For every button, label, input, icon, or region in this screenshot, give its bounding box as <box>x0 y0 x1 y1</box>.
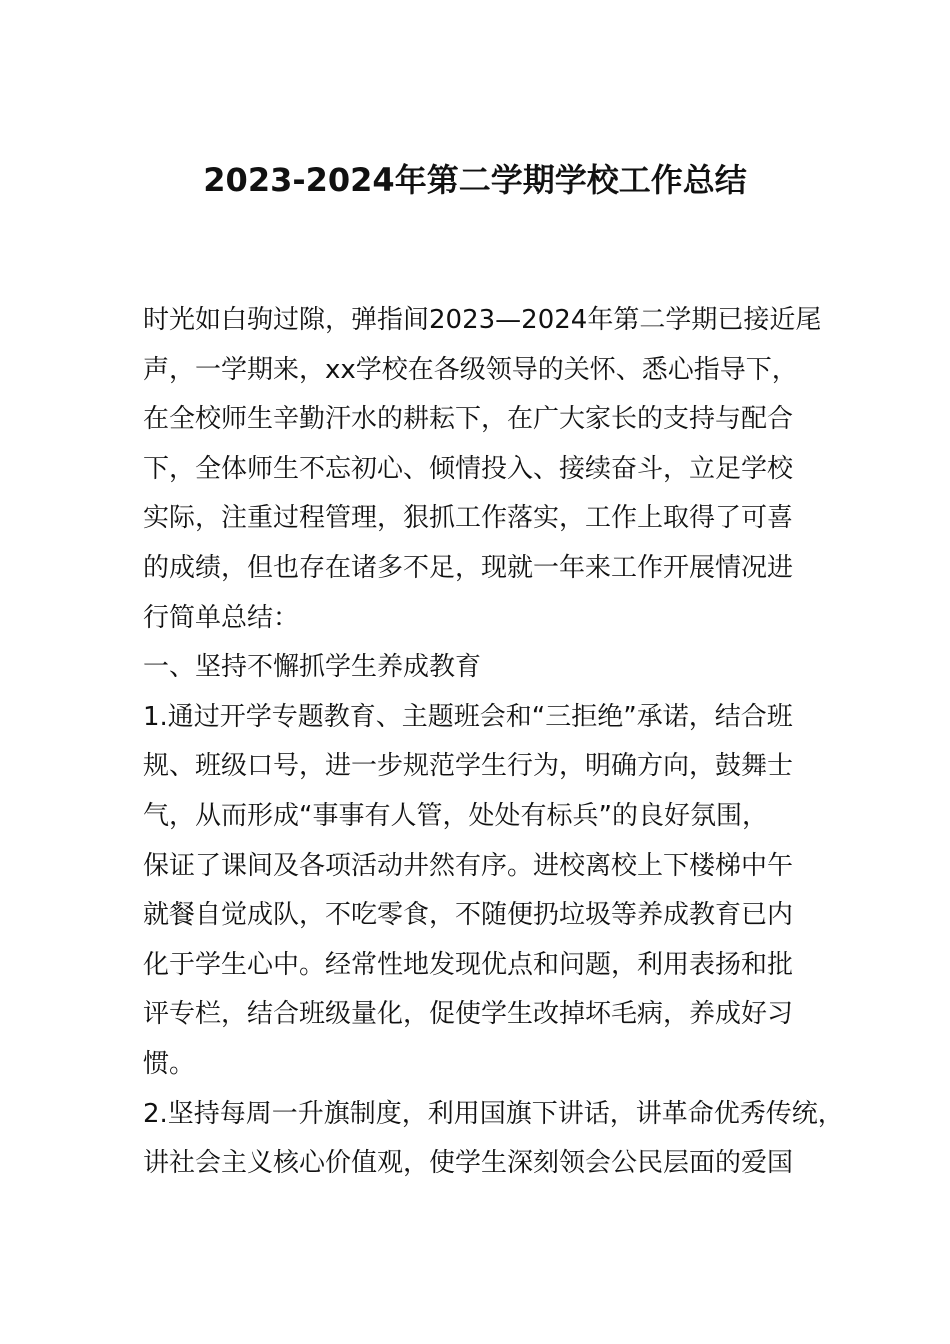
item-1-line-1: 1.通过开学专题教育、主题班会和“三拒绝”承诺，结合班 <box>143 701 793 732</box>
document-title: 2023-2024年第二学期学校工作总结 <box>203 161 747 199</box>
item-1-line-2: 规、班级口号，进一步规范学生行为，明确方向，鼓舞士 <box>143 751 794 782</box>
intro-paragraph-line-2: 声，一学期来，xx学校在各级领导的关怀、悉心指导下， <box>143 354 798 385</box>
intro-paragraph-line-6: 的成绩，但也存在诸多不足，现就一年来工作开展情况进 <box>143 552 794 583</box>
item-1-line-4: 保证了课间及各项活动井然有序。进校离校上下楼梯中午 <box>143 850 794 881</box>
item-1-line-3: 气，从而形成“事事有人管，处处有标兵”的良好氛围， <box>143 800 768 831</box>
item-2-line-2: 讲社会主义核心价值观，使学生深刻领会公民层面的爱国 <box>143 1148 794 1179</box>
document-body <box>143 296 843 1189</box>
intro-paragraph-line-7: 行简单总结： <box>143 602 300 633</box>
intro-paragraph-line-5: 实际，注重过程管理，狠抓工作落实，工作上取得了可喜 <box>143 503 794 534</box>
item-2-line-1: 2.坚持每周一升旗制度，利用国旗下讲话，讲革命优秀传统， <box>143 1098 844 1129</box>
item-1-line-6: 化于学生心中。经常性地发现优点和问题，利用表扬和批 <box>143 949 794 980</box>
intro-paragraph-line-1: 时光如白驹过隙，弹指间2023—2024年第二学期已接近尾 <box>143 305 822 335</box>
section-heading-1: 一、坚持不懈抓学生养成教育 <box>143 652 482 683</box>
item-1-line-8: 惯。 <box>143 1048 196 1079</box>
intro-paragraph-line-4: 下，全体师生不忘初心、倾情投入、接续奋斗，立足学校 <box>143 453 794 484</box>
item-1-line-7: 评专栏，结合班级量化，促使学生改掉坏毛病，养成好习 <box>143 999 794 1030</box>
intro-paragraph-line-3: 在全校师生辛勤汗水的耕耘下，在广大家长的支持与配合 <box>143 404 794 435</box>
item-1-line-5: 就餐自觉成队，不吃零食，不随便扔垃圾等养成教育已内 <box>143 900 794 931</box>
